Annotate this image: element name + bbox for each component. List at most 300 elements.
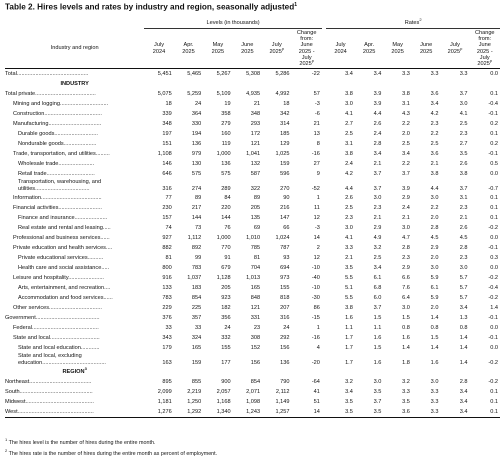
rates-col-header: Change from: June 2025 - July 2025$^p$ xyxy=(470,29,500,69)
level-cell: -40 xyxy=(311,275,320,281)
level-cell: 163 xyxy=(162,360,172,366)
level-cell: 1,041 xyxy=(246,151,261,157)
rate-cell: -0.2 xyxy=(488,275,498,281)
level-cell: 177 xyxy=(221,360,231,366)
level-cell: 331 xyxy=(250,315,261,321)
rate-cell: 4.1 xyxy=(345,235,353,241)
level-cell: 4 xyxy=(316,345,320,351)
footnote: $^2$ The hires rate is the number of hires during the entire month as percent of employment. xyxy=(5,447,218,457)
table-row xyxy=(5,169,500,179)
rate-cell: 3.9 xyxy=(402,186,410,192)
level-cell: 155 xyxy=(280,285,290,291)
level-cell: 293 xyxy=(250,121,261,127)
row-label: State and local, excluding education......................................... xyxy=(18,353,106,366)
rate-cell: 3.1 xyxy=(402,101,410,107)
level-cell: -16 xyxy=(311,335,320,341)
levels-group-header: Levels (in thousands) xyxy=(144,18,322,29)
level-cell: 1,010 xyxy=(246,235,261,241)
rate-cell: 3.3 xyxy=(345,245,353,251)
level-cell: 18 xyxy=(165,101,172,107)
row-label: South............................................... xyxy=(5,389,93,395)
rate-cell: 2.9 xyxy=(373,225,382,231)
table-row xyxy=(5,377,500,387)
level-cell: 135 xyxy=(250,215,261,221)
rate-cell: 3.0 xyxy=(373,195,382,201)
rate-cell: -0.1 xyxy=(488,151,498,157)
level-cell: 1,257 xyxy=(262,407,291,418)
rate-cell: 2.0 xyxy=(430,215,439,221)
row-label: Other services.................................. xyxy=(13,305,102,311)
level-cell: 1,168 xyxy=(216,399,231,405)
rate-cell: 2.5 xyxy=(345,131,353,137)
level-cell: -10 xyxy=(311,285,320,291)
row-label: Financial activities............................ xyxy=(13,205,102,211)
rate-cell: 0.2 xyxy=(490,141,498,147)
row-label: Retail trade............................... xyxy=(18,171,95,177)
level-cell: 785 xyxy=(250,245,261,251)
level-cell: 90 xyxy=(283,195,290,201)
level-cell: 14 xyxy=(313,235,320,241)
section-header-row xyxy=(5,367,500,377)
rate-cell: 4.9 xyxy=(373,235,382,241)
rate-cell: 3.3 xyxy=(412,407,441,418)
rates-col-header: July 2025$^p$ xyxy=(440,29,469,69)
level-cell: 225 xyxy=(191,305,202,311)
row-label: Health care and social assistance..... xyxy=(18,265,110,271)
rate-cell: 2.8 xyxy=(373,141,382,147)
level-cell: 308 xyxy=(250,335,261,341)
level-cell: 1,128 xyxy=(216,275,231,281)
rate-cell: 2.6 xyxy=(373,121,382,127)
row-label: Real estate and rental and leasing..... xyxy=(18,225,111,231)
table-row xyxy=(5,293,500,303)
rate-cell: 2.3 xyxy=(345,215,353,221)
rate-cell: 3.0 xyxy=(345,101,353,107)
level-cell: 132 xyxy=(250,161,261,167)
row-label: Professional and business services...... xyxy=(13,235,110,241)
level-cell: 770 xyxy=(221,245,231,251)
rate-cell: 2.1 xyxy=(345,255,353,261)
rate-cell: 3.4 xyxy=(373,151,382,157)
table-row xyxy=(5,203,500,213)
rate-cell: 2.5 xyxy=(459,121,468,127)
rate-cell: 2.5 xyxy=(430,141,439,147)
rate-cell: 2.9 xyxy=(430,245,439,251)
rate-cell: 3.4 xyxy=(440,407,469,418)
level-cell: 2 xyxy=(316,245,320,251)
footnotes xyxy=(5,436,217,458)
rate-cell: 1.4 xyxy=(459,360,468,366)
table-row xyxy=(5,109,500,119)
table-row xyxy=(5,69,500,80)
column-header-row xyxy=(5,29,500,69)
level-cell: 1,243 xyxy=(233,407,262,418)
level-cell: 322 xyxy=(250,186,261,192)
level-cell: -15 xyxy=(311,315,320,321)
rate-cell: 3.6 xyxy=(430,151,439,157)
level-cell: 1,250 xyxy=(187,399,202,405)
hires-table xyxy=(5,18,500,418)
row-label: Information....................................... xyxy=(13,195,102,201)
rate-cell: 0.0 xyxy=(490,325,498,331)
level-cell: 89 xyxy=(253,195,261,201)
rate-cell: -0.1 xyxy=(488,335,498,341)
rate-cell: 4.3 xyxy=(402,111,410,117)
rate-cell: 1.6 xyxy=(402,335,410,341)
rate-cell: 5.7 xyxy=(459,275,468,281)
rate-cell: 3.7 xyxy=(459,186,468,192)
rate-cell: 0.5 xyxy=(490,161,498,167)
level-cell: 159 xyxy=(280,161,290,167)
level-cell: 57 xyxy=(313,91,320,97)
table-row xyxy=(5,129,500,139)
level-cell: 1,000 xyxy=(216,235,231,241)
rate-cell: 3.6 xyxy=(383,407,412,418)
row-label: Manufacturing.................................. xyxy=(13,121,102,127)
rate-cell: 4.5 xyxy=(459,235,468,241)
level-cell: 205 xyxy=(221,285,231,291)
level-cell: 69 xyxy=(253,225,261,231)
rate-cell: 2.2 xyxy=(430,205,439,211)
level-cell: 146 xyxy=(162,161,172,167)
rate-cell: 0.0 xyxy=(490,71,498,77)
rate-cell: -0.4 xyxy=(488,285,498,291)
row-label: Total.............................................. xyxy=(5,71,89,77)
rate-cell: 0.1 xyxy=(490,389,498,395)
rate-cell: 3.0 xyxy=(373,379,382,385)
level-cell: 5,465 xyxy=(187,71,202,77)
level-cell: 342 xyxy=(280,111,290,117)
level-cell: 646 xyxy=(162,171,172,177)
level-cell: 207 xyxy=(280,305,290,311)
rate-cell: 0.1 xyxy=(490,131,498,137)
rate-cell: 1.6 xyxy=(345,315,353,321)
level-cell: 81 xyxy=(253,255,261,261)
section-header-row xyxy=(5,79,500,89)
levels-col-header: Change from: June 2025 - July 2025$^p$ xyxy=(292,29,322,69)
table-row xyxy=(5,99,500,109)
level-cell: 1,112 xyxy=(187,235,202,241)
level-cell: 339 xyxy=(162,111,172,117)
level-cell: 81 xyxy=(165,255,172,261)
rate-cell: 3.8 xyxy=(345,305,353,311)
row-label: Nondurable goods..................... xyxy=(18,141,97,147)
rate-cell: 4.1 xyxy=(345,111,353,117)
level-cell: 24 xyxy=(194,101,202,107)
rates-col-header: July 2024 xyxy=(326,29,355,69)
table-row xyxy=(5,149,500,159)
level-cell: 194 xyxy=(191,131,202,137)
level-cell: 1,000 xyxy=(216,151,231,157)
rate-cell: 3.7 xyxy=(373,171,382,177)
rate-cell: 3.0 xyxy=(430,265,439,271)
rate-cell: 0.1 xyxy=(490,91,498,97)
table-row xyxy=(5,233,500,243)
level-cell: 289 xyxy=(221,186,231,192)
rate-cell: 1.4 xyxy=(459,335,468,341)
rate-cell: 3.0 xyxy=(430,379,439,385)
rate-cell: 2.7 xyxy=(345,121,353,127)
level-cell: 1,108 xyxy=(157,151,172,157)
rate-cell: 3.7 xyxy=(402,171,410,177)
rate-cell: 3.4 xyxy=(430,101,439,107)
level-cell: 5,308 xyxy=(246,71,261,77)
level-cell: 156 xyxy=(250,360,261,366)
rate-cell: -0.2 xyxy=(488,379,498,385)
table-row xyxy=(5,223,500,233)
rate-cell: 6.1 xyxy=(373,275,382,281)
level-cell: 316 xyxy=(280,315,290,321)
level-cell: 314 xyxy=(280,121,290,127)
label-header-top xyxy=(5,18,144,29)
level-cell: -52 xyxy=(311,186,320,192)
level-cell: 21 xyxy=(313,121,320,127)
section-label: INDUSTRY xyxy=(60,81,89,87)
levels-col-header: July 2025$^p$ xyxy=(262,29,291,69)
level-cell: 1,024 xyxy=(275,235,290,241)
rate-cell: 2.4 xyxy=(402,205,410,211)
rate-cell: 2.3 xyxy=(373,205,382,211)
level-cell: 12 xyxy=(313,255,320,261)
level-cell: 927 xyxy=(162,235,172,241)
level-cell: 130 xyxy=(191,161,202,167)
level-cell: 183 xyxy=(191,285,202,291)
row-label: Northeast........................................ xyxy=(5,379,92,385)
rate-cell: 3.5 xyxy=(402,399,410,405)
rate-cell: 2.4 xyxy=(373,131,382,137)
rate-cell: 4.4 xyxy=(345,186,353,192)
level-cell: 144 xyxy=(221,215,231,221)
level-cell: 230 xyxy=(162,205,172,211)
levels-col-header: June 2025 xyxy=(233,29,262,69)
table-row xyxy=(5,343,500,353)
rate-cell: 1.6 xyxy=(430,360,439,366)
rate-cell: 2.3 xyxy=(430,121,439,127)
level-cell: 91 xyxy=(224,255,231,261)
rate-cell: 0.0 xyxy=(490,235,498,241)
level-cell: 159 xyxy=(191,360,202,366)
rate-cell: 2.5 xyxy=(373,255,382,261)
table-row xyxy=(5,397,500,407)
level-cell: 144 xyxy=(191,215,202,221)
level-cell: 343 xyxy=(162,335,172,341)
level-cell: 182 xyxy=(221,305,231,311)
rate-cell: 3.4 xyxy=(459,399,468,405)
rate-cell: 2.2 xyxy=(430,131,439,137)
level-cell: 229 xyxy=(162,305,172,311)
level-cell: 5,259 xyxy=(187,91,202,97)
level-cell: 197 xyxy=(162,131,172,137)
rate-cell: 1.4 xyxy=(430,315,439,321)
level-cell: 923 xyxy=(221,295,231,301)
rate-cell: 0.1 xyxy=(490,195,498,201)
rate-cell: 4.4 xyxy=(373,111,382,117)
rate-cell: 0.0 xyxy=(490,171,498,177)
rate-cell: 3.4 xyxy=(459,389,468,395)
rate-cell: 3.1 xyxy=(459,195,468,201)
row-label: State and local education............ xyxy=(18,345,100,351)
level-cell: 316 xyxy=(162,186,172,192)
rate-cell: 2.3 xyxy=(459,131,468,137)
level-cell: 66 xyxy=(283,225,290,231)
level-cell: 77 xyxy=(165,195,172,201)
level-cell: 24 xyxy=(224,325,231,331)
level-cell: 274 xyxy=(191,186,202,192)
level-cell: 376 xyxy=(162,315,172,321)
title-footnote-marker: 1 xyxy=(294,2,298,8)
rate-cell: 2.3 xyxy=(459,205,468,211)
section-label: REGION$^3$ xyxy=(62,366,87,375)
level-cell: 2,057 xyxy=(216,389,231,395)
rate-cell: 1.7 xyxy=(345,345,353,351)
level-cell: 86 xyxy=(313,305,320,311)
rate-cell: 1.1 xyxy=(373,325,382,331)
level-cell: 155 xyxy=(221,345,231,351)
level-cell: 1,013 xyxy=(246,275,261,281)
level-cell: -3 xyxy=(314,225,320,231)
rate-cell: 6.8 xyxy=(373,285,382,291)
rate-cell: 3.3 xyxy=(430,71,439,77)
rate-cell: 3.8 xyxy=(345,91,353,97)
level-cell: 156 xyxy=(280,345,290,351)
table-row xyxy=(5,243,500,253)
rate-cell: 2.6 xyxy=(345,195,353,201)
level-cell: 21 xyxy=(253,101,261,107)
rate-cell: 2.0 xyxy=(430,305,439,311)
rate-cell: 2.1 xyxy=(430,161,439,167)
rate-cell: 2.5 xyxy=(402,141,410,147)
row-label: Finance and insurance..................... xyxy=(18,215,108,221)
level-cell: 133 xyxy=(162,285,172,291)
footnote: $^1$ The hires level is the number of hires during the entire month. xyxy=(5,437,156,446)
rate-cell: 5.7 xyxy=(459,295,468,301)
level-cell: 596 xyxy=(280,171,290,177)
table-body xyxy=(5,69,500,418)
rate-cell: -0.1 xyxy=(488,245,498,251)
rate-cell: 1.3 xyxy=(459,315,468,321)
table-row xyxy=(5,119,500,129)
row-label: Construction..................................... xyxy=(13,111,102,117)
level-cell: 332 xyxy=(221,335,231,341)
level-cell: 882 xyxy=(162,245,172,251)
level-cell: 14 xyxy=(292,407,322,418)
rate-cell: 3.8 xyxy=(402,91,410,97)
level-cell: 5,267 xyxy=(216,71,231,77)
table-row xyxy=(5,139,500,149)
table-row xyxy=(5,353,500,367)
table-row xyxy=(5,159,500,169)
level-cell: -22 xyxy=(311,71,320,77)
level-cell: 136 xyxy=(280,360,290,366)
level-cell: 13 xyxy=(313,131,320,137)
rate-cell: 0.1 xyxy=(490,215,498,221)
rate-cell: 4.7 xyxy=(402,235,410,241)
level-cell: 23 xyxy=(253,325,261,331)
levels-col-header: July 2024 xyxy=(144,29,173,69)
level-cell: 5,109 xyxy=(216,91,231,97)
row-label: Total private....................................... xyxy=(5,91,96,97)
rate-cell: 2.4 xyxy=(345,161,353,167)
row-label: Durable goods............................ xyxy=(18,131,98,137)
row-label: Wholesale trade....................... xyxy=(18,161,95,167)
rate-cell: 3.0 xyxy=(430,195,439,201)
level-cell: 979 xyxy=(191,151,202,157)
level-cell: 18 xyxy=(283,101,290,107)
rate-cell: 5.1 xyxy=(345,285,353,291)
level-cell: 358 xyxy=(221,111,231,117)
level-cell: 818 xyxy=(280,295,290,301)
rate-cell: 2.1 xyxy=(402,215,410,221)
level-cell: -16 xyxy=(311,151,320,157)
level-cell: 1,276 xyxy=(144,407,173,418)
level-cell: 33 xyxy=(165,325,172,331)
rate-cell: 1.5 xyxy=(373,345,382,351)
table-row xyxy=(5,313,500,323)
level-cell: 136 xyxy=(221,161,231,167)
table-row xyxy=(5,193,500,203)
rate-cell: 0.3 xyxy=(490,255,498,261)
rate-cell: 5.5 xyxy=(345,295,353,301)
row-label: Private education and health services.... xyxy=(13,245,113,251)
row-label: Government......................................... xyxy=(5,315,100,321)
rate-cell: 2.8 xyxy=(430,225,439,231)
rates-footnote-marker: 2 xyxy=(419,17,422,23)
row-label: Mining and logging............................... xyxy=(13,101,109,107)
levels-col-header: Apr. 2025 xyxy=(174,29,203,69)
rate-cell: 3.9 xyxy=(373,101,382,107)
rates-col-header: Apr. 2025 xyxy=(355,29,384,69)
level-cell: 854 xyxy=(191,295,202,301)
preliminary-marker: p xyxy=(281,45,285,51)
row-label: Federal........................................... xyxy=(13,325,99,331)
rate-cell: 7.6 xyxy=(402,285,410,291)
rate-cell: 2.7 xyxy=(459,141,468,147)
table-row xyxy=(5,333,500,343)
rate-cell: 0.2 xyxy=(490,121,498,127)
rate-cell: 3.6 xyxy=(430,91,439,97)
rate-cell: 3.3 xyxy=(430,399,439,405)
rate-cell: 1.4 xyxy=(402,345,410,351)
rate-cell: 3.7 xyxy=(373,186,382,192)
rate-cell: 3.3 xyxy=(402,71,410,77)
rate-cell: 6.6 xyxy=(402,275,410,281)
preliminary-marker: p xyxy=(460,45,463,51)
level-cell: 356 xyxy=(221,315,231,321)
rate-cell: 3.0 xyxy=(402,305,410,311)
table-row xyxy=(5,387,500,397)
level-cell: 165 xyxy=(191,345,202,351)
rate-cell: 1.5 xyxy=(430,335,439,341)
level-cell: 916 xyxy=(162,275,172,281)
rate-cell: 3.5 xyxy=(345,399,353,405)
level-cell: 24 xyxy=(283,325,290,331)
rate-cell: 1.1 xyxy=(345,325,353,331)
level-cell: 74 xyxy=(165,225,172,231)
level-cell: 4,935 xyxy=(246,91,261,97)
rate-cell: 1.6 xyxy=(373,360,382,366)
level-cell: 348 xyxy=(250,111,261,117)
level-cell: 119 xyxy=(221,141,231,147)
rate-cell: 0.1 xyxy=(490,399,498,405)
level-cell: 1,098 xyxy=(246,399,261,405)
table-row xyxy=(5,179,500,193)
level-cell: 157 xyxy=(162,215,172,221)
rate-cell: 3.0 xyxy=(345,225,353,231)
table-row xyxy=(5,303,500,313)
rate-cell: 1.4 xyxy=(430,345,439,351)
rate-cell: 1.7 xyxy=(345,360,353,366)
level-cell: 217 xyxy=(191,205,202,211)
